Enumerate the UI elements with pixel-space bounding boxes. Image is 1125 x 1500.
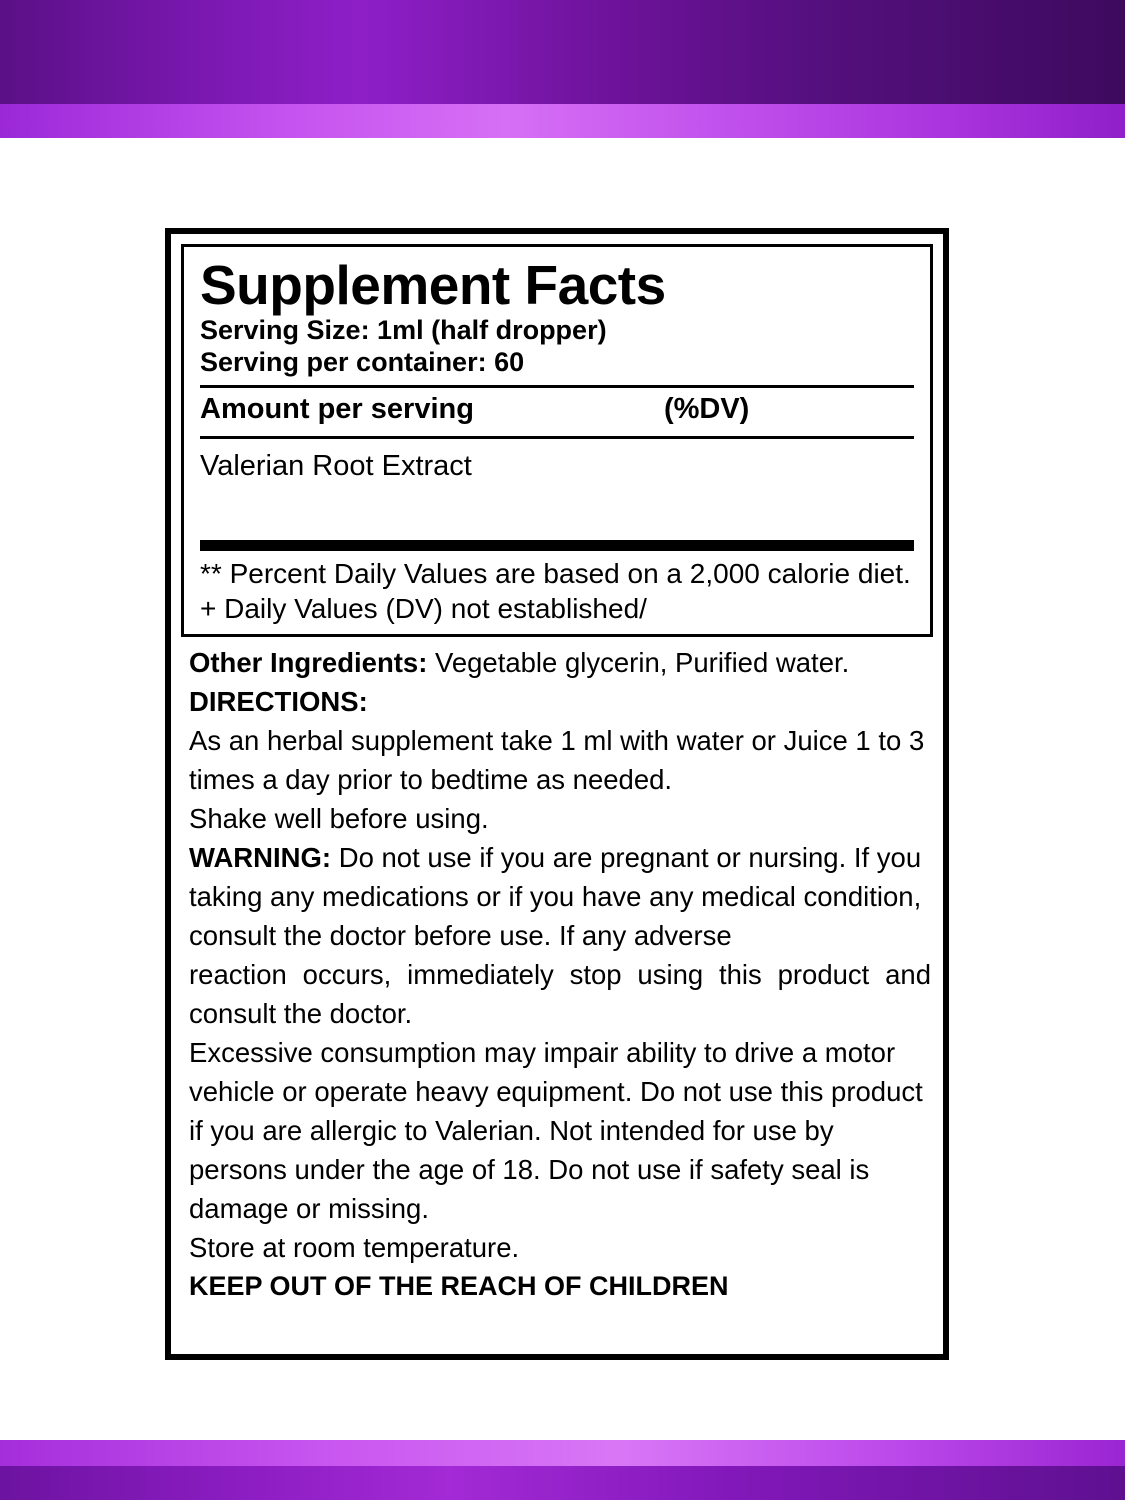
- other-ingredients-paragraph: [189, 643, 931, 682]
- directions-line-2: Shake well before using.: [189, 802, 489, 834]
- warning-text-3: Excessive consumption may impair ability to drive a motor vehicle or operate heavy equipment. Do not use this product if you are allergic to Valerian. Not intended for use by persons under the age of 18. Do not use if safety seal is damage or missing.: [189, 1037, 923, 1225]
- keep-out-of-reach-text: KEEP OUT OF THE REACH OF CHILDREN: [189, 1271, 729, 1302]
- other-ingredients-label: Other Ingredients:: [189, 646, 428, 678]
- warning-paragraph-1: [189, 838, 931, 955]
- ingredient-row: Valerian Root Extract: [200, 449, 472, 482]
- supplement-label-panel: [165, 228, 949, 1360]
- other-ingredients-text: Vegetable glycerin, Purified water.: [427, 646, 850, 678]
- bottom-dark-decorative-band: [0, 1466, 1125, 1500]
- daily-value-label: (%DV): [663, 392, 750, 425]
- storage-text: Store at room temperature.: [189, 1232, 520, 1264]
- servings-per-container-text: Serving per container: 60: [200, 346, 525, 377]
- directions-line-1: As an herbal supplement take 1 ml with water or Juice 1 to 3 times a day prior to bedtime as needed.: [189, 724, 925, 795]
- warning-text-2: reaction occurs, immediately stop using this product and consult the doctor.: [189, 958, 931, 1030]
- divider-above-footnote: [200, 540, 914, 551]
- ingredient-spacer: [200, 484, 914, 532]
- warning-label: WARNING:: [189, 841, 332, 873]
- label-body-text: [171, 637, 943, 1306]
- amount-per-serving-label: Amount per serving: [200, 392, 474, 425]
- top-light-decorative-band: [0, 104, 1125, 138]
- daily-value-footnote: ** Percent Daily Values are based on a 2,000 calorie diet. + Daily Values (DV) not established/: [200, 557, 911, 624]
- serving-size-text: Serving Size: 1ml (half dropper): [200, 315, 607, 346]
- top-dark-decorative-band: [0, 0, 1125, 104]
- warning-text-1: Do not use if you are pregnant or nursing. If you taking any medications or if you have any medical condition, consult the doctor before use. If any adverse: [189, 841, 922, 951]
- supplement-facts-title: Supplement Facts: [200, 254, 666, 316]
- supplement-facts-box: [181, 244, 933, 637]
- bottom-light-decorative-band: [0, 1440, 1125, 1466]
- directions-label: DIRECTIONS:: [189, 685, 368, 717]
- amount-per-serving-header-row: [200, 388, 914, 430]
